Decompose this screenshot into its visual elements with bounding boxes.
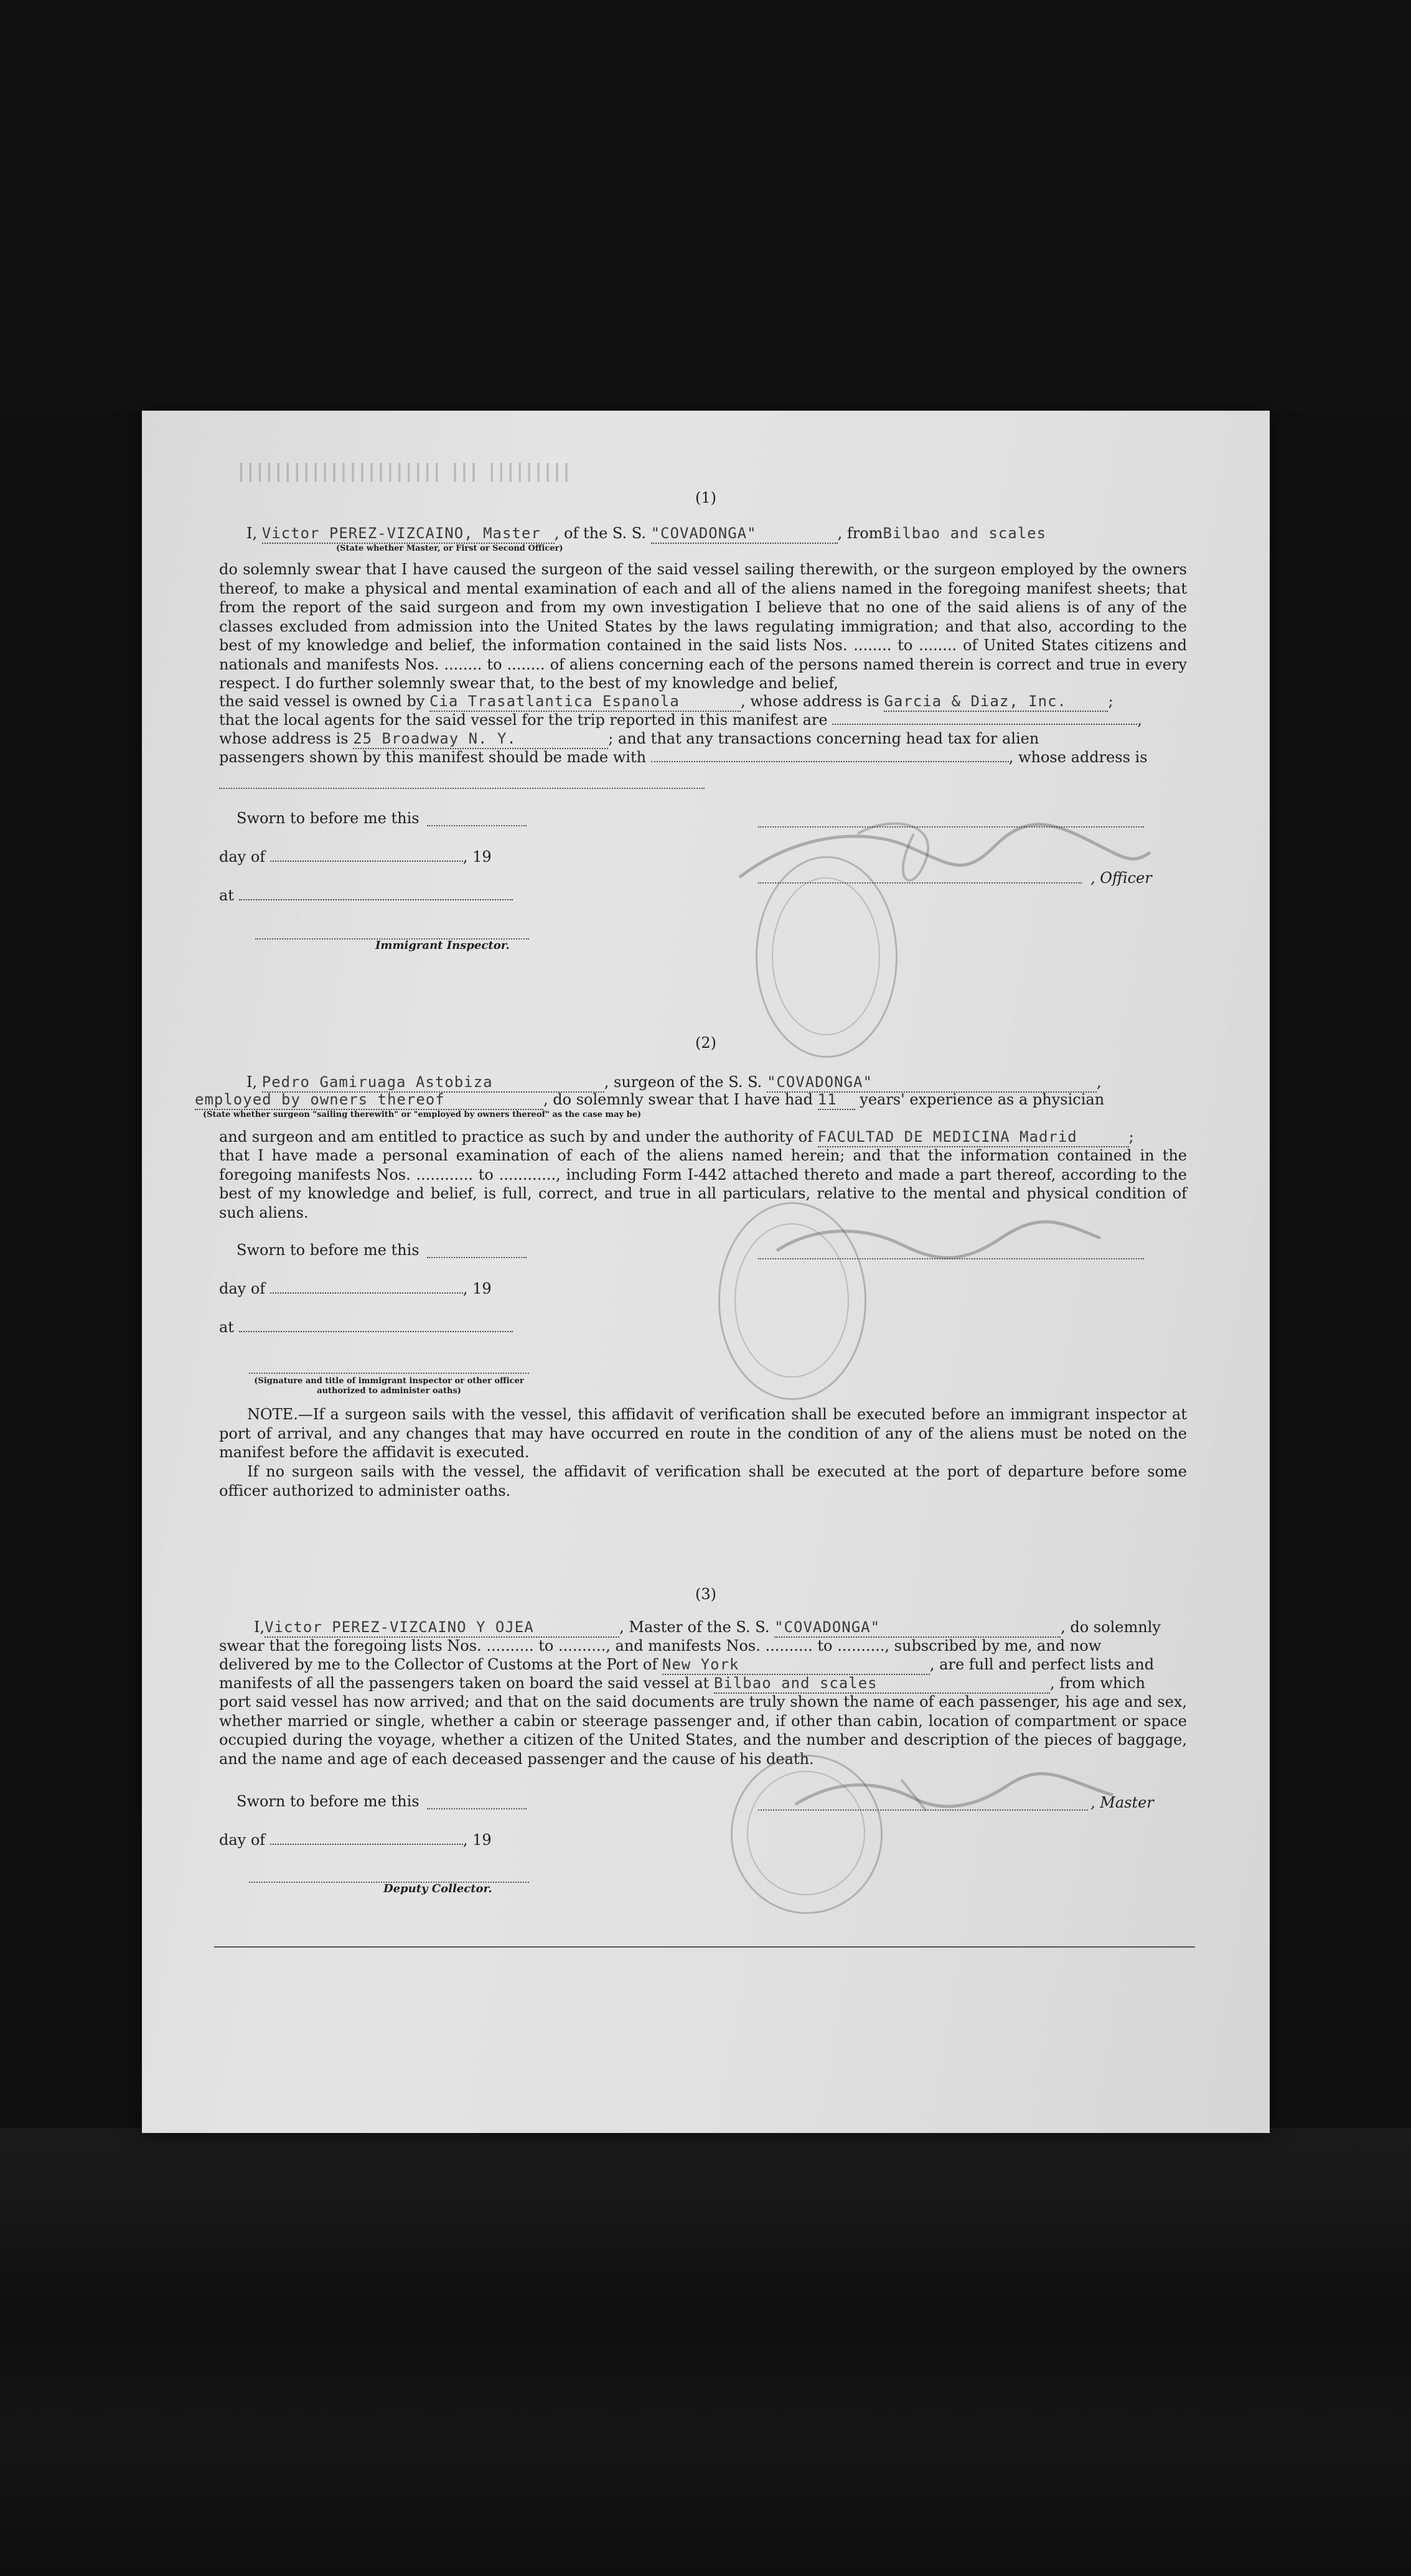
- departure-port: Bilbao and scales: [883, 525, 1047, 542]
- arrival-port: New York: [662, 1655, 930, 1675]
- master-label: , Master: [1090, 1794, 1154, 1811]
- sworn-label: Sworn to before me this: [237, 810, 420, 827]
- signature-title-note: (Signature and title of immigrant inspector or other officer authorized to administer oaths): [254, 1376, 524, 1396]
- officer-signature: [702, 809, 1163, 896]
- section-1-intro-line: I, Victor PEREZ-VIZCAINO, Master , of the S. S. "COVADONGA" , fromBilbao and scales: [246, 524, 1046, 544]
- manifests-line: manifests of all the passengers taken on board the said vessel at Bilbao and scales , from which: [219, 1674, 1145, 1694]
- section-2-body: that I have made a personal examination of each of the aliens named herein; and that the information contained in the foregoing manifests Nos. ............ to ............, including Form I-442 attached thereto and made a part thereof, according to the best of my knowledge and belief, is full, correct, and true in all particulars, relative to the mental and physical condition of such aliens.: [219, 1147, 1187, 1221]
- state-note: (State whether Master, or First or Second Officer): [336, 544, 563, 553]
- surgeon-note-2: If no surgeon sails with the vessel, the affidavit of verification shall be executed at the port of departure before some officer authorized to administer oaths.: [219, 1463, 1187, 1500]
- master-name-3: Victor PEREZ-VIZCAINO Y OJEA: [265, 1618, 619, 1638]
- ship-name-2: "COVADONGA": [767, 1073, 1097, 1093]
- vessel-owner: Cia Trasatlantica Espanola: [429, 692, 741, 712]
- agent-address: 25 Broadway N. Y.: [353, 729, 608, 749]
- medical-authority: FACULTAD DE MEDICINA Madrid: [818, 1127, 1129, 1147]
- surgeon-note-1: NOTE.—If a surgeon sails with the vessel, this affidavit of verification shall be executed before an immigrant inspector at port of arrival, and any changes that may have occurred en route in the condition of any of the aliens must be noted on the manifest before the affidavit is executed.: [219, 1406, 1187, 1461]
- deputy-collector-label: Deputy Collector.: [383, 1882, 492, 1895]
- officer-label: , Officer: [1090, 869, 1152, 887]
- section-2-number: (2): [695, 1034, 716, 1052]
- agent-address-line: whose address is 25 Broadway N. Y. ; and that any transactions concerning head tax for alien: [219, 729, 1039, 749]
- boarding-port: Bilbao and scales: [714, 1674, 1050, 1694]
- surgeon-signature: [764, 1213, 1138, 1276]
- years-experience: 11: [818, 1090, 855, 1110]
- day-of-line-3: day of , 19: [219, 1831, 492, 1849]
- delivered-line: delivered by me to the Collector of Customs at the Port of New York , are full and perfect lists and: [219, 1655, 1154, 1675]
- section-2-intro-line: I, Pedro Gamiruaga Astobiza , surgeon of the S. S. "COVADONGA" ,: [246, 1073, 1102, 1093]
- ship-name: "COVADONGA": [651, 524, 838, 544]
- at-line: at: [219, 886, 513, 905]
- employed-line: employed by owners thereof , do solemnly swear that I have had 11 years' experience as a physician: [195, 1090, 1104, 1110]
- manifest-page: [142, 411, 1270, 2133]
- master-signature: [783, 1767, 1132, 1823]
- day-of-line-2: day of , 19: [219, 1280, 492, 1297]
- scan-background-bottom: [0, 2128, 1411, 2576]
- immigrant-inspector-label: Immigrant Inspector.: [375, 939, 510, 952]
- section-1-number: (1): [695, 489, 716, 506]
- section-3-number: (3): [695, 1585, 716, 1603]
- day-of-line: day of , 19: [219, 848, 492, 866]
- sworn-label-2: Sworn to before me this: [237, 1241, 420, 1259]
- bleed-through-text: ||||||||| ||| ||||||||||||||||||||||: [235, 460, 570, 482]
- bottom-rule: [214, 1946, 1195, 1948]
- ship-name-3: "COVADONGA": [774, 1618, 1061, 1638]
- section-3-body: port said vessel has now arrived; and that on the said documents are truly shown the name of each passenger, his age and sex, whether married or single, whether a cabin or steerage passenger and, if other than cabin, location of compartment or space occupied during the voyage, whether a citizen of the United States, and the number and description of the pieces of baggage, and the name and age of each deceased passenger and the cause of his death.: [219, 1693, 1187, 1768]
- passengers-line: passengers shown by this manifest should be made with , whose address is: [219, 749, 1148, 766]
- authority-line: and surgeon and am entitled to practice as such by and under the authority of FACULTAD DE MEDICINA Madrid ;: [219, 1127, 1134, 1147]
- owner-address: Garcia & Diaz, Inc.: [884, 692, 1108, 712]
- section-1-body: do solemnly swear that I have caused the surgeon of the said vessel sailing therewith, or the surgeon employed by the owners thereof, to make a physical and mental examination of each and all of the aliens named in the foregoing manifest sheets; that from the report of the said surgeon and from my own investigation I believe that no one of the said aliens is of any of the classes excluded from admission into the United States by the laws regulating immigration; and that also, according to the best of my knowledge and belief, the information contained in the said lists Nos. ........ to ........ of United States citizens and nationals and manifests Nos. ........ to ........ of aliens concerning each of the persons named therein is correct and true in every respect. I do further solemnly swear that, to the best of my knowledge and belief,: [219, 561, 1187, 692]
- section-3-lists-line: swear that the foregoing lists Nos. .......... to .........., and manifests Nos. .......... to .........., subscribed by me, and now: [219, 1637, 1102, 1654]
- employment-status: employed by owners thereof: [195, 1090, 543, 1110]
- section-3-intro-line: I,Victor PEREZ-VIZCAINO Y OJEA , Master of the S. S. "COVADONGA" , do solemnly: [254, 1618, 1161, 1638]
- owner-line: the said vessel is owned by Cia Trasatlantica Espanola , whose address is Garcia & Diaz, Inc. ;: [219, 692, 1113, 712]
- surgeon-name: Pedro Gamiruaga Astobiza: [262, 1073, 604, 1093]
- agents-line: that the local agents for the said vessel for the trip reported in this manifest are ,: [219, 711, 1142, 729]
- at-line-2: at: [219, 1318, 513, 1337]
- scan-background-top: [0, 0, 1411, 411]
- master-name: Victor PEREZ-VIZCAINO, Master: [262, 524, 555, 544]
- sworn-label-3: Sworn to before me this: [237, 1793, 420, 1810]
- surgeon-state-note: (State whether surgeon "sailing therewith" or "employed by owners thereof" as the case may be): [203, 1110, 642, 1119]
